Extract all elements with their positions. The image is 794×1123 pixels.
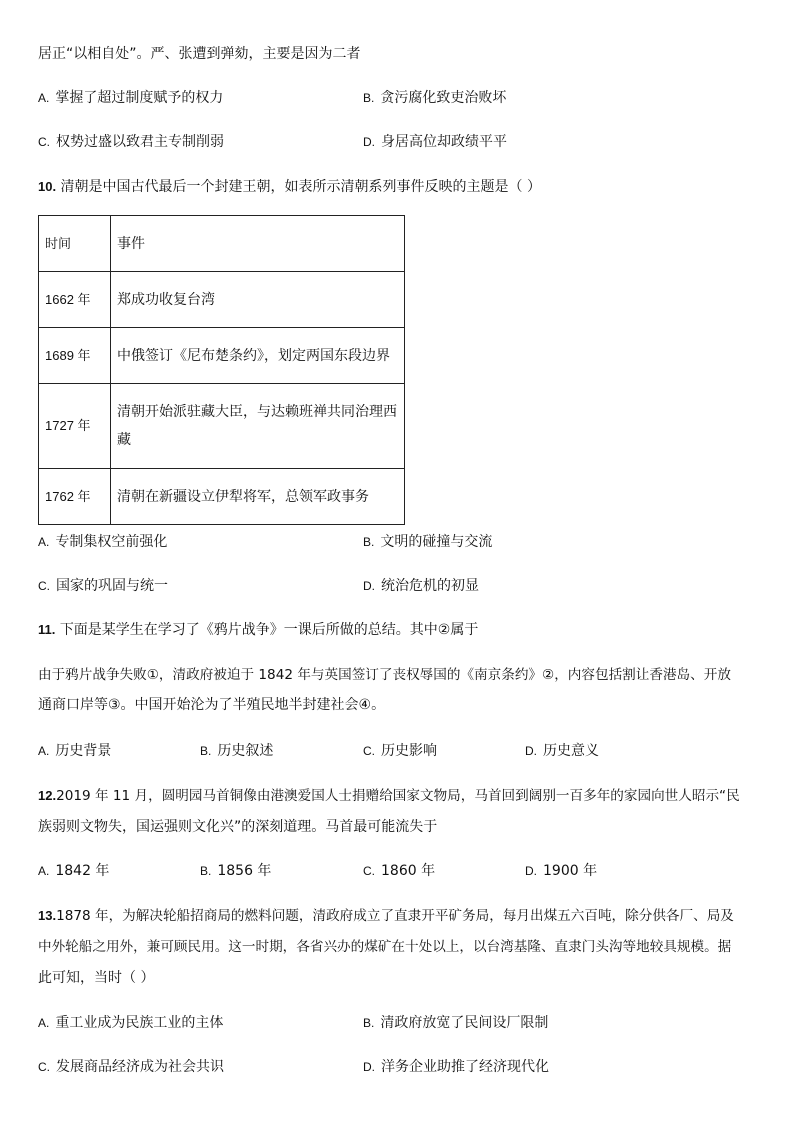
- q9-option-d[interactable]: D. 身居高位却政绩平平: [363, 134, 507, 150]
- q12-option-a[interactable]: A. 1842 年: [38, 863, 110, 879]
- q13-option-d[interactable]: D. 洋务企业助推了经济现代化: [363, 1059, 549, 1075]
- q10-events-table: [38, 215, 405, 525]
- table-row: [39, 469, 405, 525]
- q13-stem-line-3: 此可知，当时（ ）: [38, 970, 155, 986]
- table-cell-year: 1727 年: [39, 384, 111, 469]
- table-header-event: 事件: [111, 216, 405, 272]
- q12-stem-line-2: 族弱则文物失，国运强则文化兴”的深刻道理。马首最可能流失于: [38, 819, 438, 835]
- q13-stem-line-2: 中外轮船之用外，兼可顾民用。这一时期，各省兴办的煤矿在十处以上，以台湾基隆、直隶门头沟等地较具规模。据: [38, 939, 732, 955]
- q10-options-row-1: [0, 532, 794, 552]
- q9-stem-tail: 居正“以相自处”。严、张遭到弹劾，主要是因为二者: [38, 46, 361, 62]
- q13-options-row-1: [0, 1013, 794, 1033]
- q10-option-d[interactable]: D. 统治危机的初显: [363, 578, 479, 594]
- q13-stem-line-1: 13.1878 年，为解决轮船招商局的燃料问题，清政府成立了直隶开平矿务局，每月出煤五六百吨，除分供各厂、局及: [38, 908, 734, 924]
- table-cell-year: 1662 年: [39, 272, 111, 328]
- table-header-row: [39, 216, 405, 272]
- table-cell-event: 中俄签订《尼布楚条约》，划定两国东段边界: [111, 328, 405, 384]
- q9-option-b[interactable]: B. 贪污腐化致吏治败坏: [363, 90, 507, 106]
- q10-stem: 10. 清朝是中国古代最后一个封建王朝，如表所示清朝系列事件反映的主题是（ ）: [38, 179, 541, 195]
- q11-option-d[interactable]: D. 历史意义: [525, 743, 599, 759]
- q12-stem-line-1: 12.2019 年 11 月，圆明园马首铜像由港澳爱国人士捐赠给国家文物局，马首回到阔别一百多年的家园向世人昭示“民: [38, 788, 740, 804]
- q10-option-b[interactable]: B. 文明的碰撞与交流: [363, 534, 493, 550]
- q12-option-b[interactable]: B. 1856 年: [200, 863, 272, 879]
- table-row: [39, 272, 405, 328]
- q10-option-a[interactable]: A. 专制集权空前强化: [38, 534, 168, 550]
- q9-options-row-2: [0, 132, 794, 152]
- table-row: [39, 328, 405, 384]
- q11-option-a[interactable]: A. 历史背景: [38, 743, 112, 759]
- q13-option-b[interactable]: B. 清政府放宽了民间设厂限制: [363, 1015, 549, 1031]
- table-cell-year: 1762 年: [39, 469, 111, 525]
- q9-options-row-1: [0, 88, 794, 108]
- table-header-time: 时间: [39, 216, 111, 272]
- q11-stem: 11. 下面是某学生在学习了《鸦片战争》一课后所做的总结。其中②属于: [38, 622, 479, 638]
- q11-option-c[interactable]: C. 历史影响: [363, 743, 437, 759]
- q10-option-c[interactable]: C. 国家的巩固与统一: [38, 578, 168, 594]
- q13-option-c[interactable]: C. 发展商品经济成为社会共识: [38, 1059, 224, 1075]
- q11-options-row: [0, 741, 794, 761]
- q11-passage-line-2: 通商口岸等③。中国开始沦为了半殖民地半封建社会④。: [38, 697, 386, 713]
- q13-option-a[interactable]: A. 重工业成为民族工业的主体: [38, 1015, 224, 1031]
- q11-option-b[interactable]: B. 历史叙述: [200, 743, 274, 759]
- q9-option-a[interactable]: A. 掌握了超过制度赋予的权力: [38, 90, 224, 106]
- q9-option-c[interactable]: C. 权势过盛以致君主专制削弱: [38, 134, 224, 150]
- table-cell-event: 郑成功收复台湾: [111, 272, 405, 328]
- q12-options-row: [0, 861, 794, 881]
- table-row: [39, 384, 405, 469]
- q11-passage-line-1: 由于鸦片战争失败①，清政府被迫于 1842 年与英国签订了丧权辱国的《南京条约》②，内容包括割让香港岛、开放: [38, 667, 731, 683]
- q12-option-c[interactable]: C. 1860 年: [363, 863, 436, 879]
- q10-options-row-2: [0, 576, 794, 596]
- q13-options-row-2: [0, 1057, 794, 1077]
- table-cell-event: 清朝在新疆设立伊犁将军，总领军政事务: [111, 469, 405, 525]
- table-cell-year: 1689 年: [39, 328, 111, 384]
- q12-option-d[interactable]: D. 1900 年: [525, 863, 598, 879]
- table-cell-event: 清朝开始派驻藏大臣，与达赖班禅共同治理西藏: [111, 384, 405, 469]
